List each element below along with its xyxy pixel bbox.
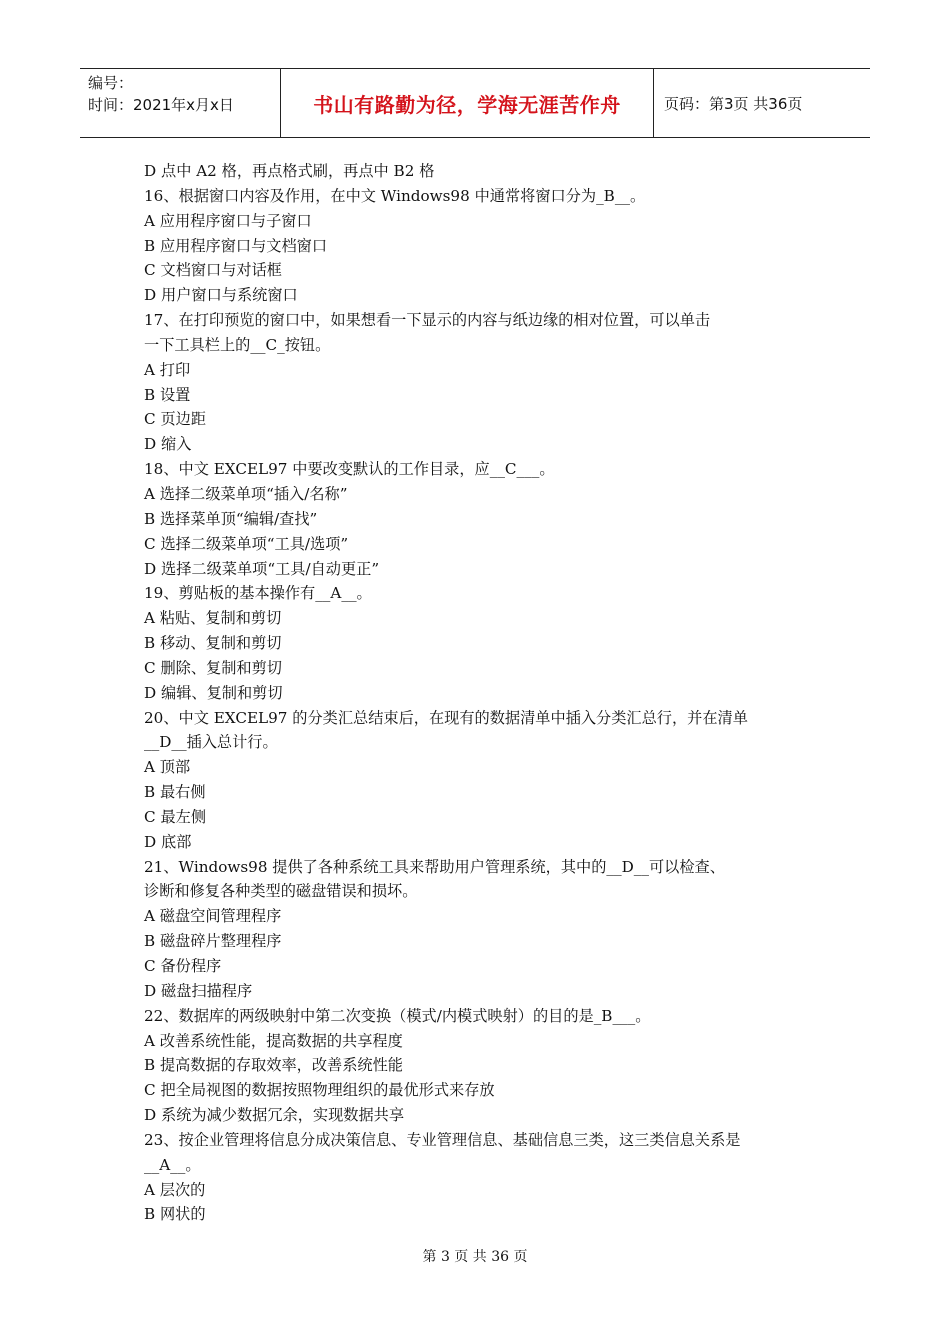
text-line: A 层次的 <box>144 1180 206 1199</box>
text-line: A 顶部 <box>144 758 191 777</box>
text-line: C 最左侧 <box>144 807 207 826</box>
document-time-label: 时间：2021年x月x日 <box>88 96 234 114</box>
text-line: 18、中文 EXCEL97 中要改变默认的工作目录，应__C___。 <box>144 460 555 479</box>
text-line: D 磁盘扫描程序 <box>144 981 253 1000</box>
text-line: A 打印 <box>144 360 191 379</box>
text-line: C 备份程序 <box>144 957 222 975</box>
header-meta <box>80 69 281 137</box>
text-line: B 网状的 <box>144 1205 206 1224</box>
text-line: __A__。 <box>144 1155 201 1174</box>
text-line: D 编辑、复制和剪切 <box>144 683 283 702</box>
document-number-label: 编号： <box>88 74 134 92</box>
header-motto: 书山有路勤为径，学海无涯苦作舟 <box>313 92 621 117</box>
text-line: B 磁盘碎片整理程序 <box>144 932 282 951</box>
text-line: 16、根据窗口内容及作用，在中文 Windows98 中通常将窗口分为_B__。 <box>144 186 646 205</box>
text-line: 23、按企业管理将信息分成决策信息、专业管理信息、基础信息三类，这三类信息关系是 <box>144 1130 741 1149</box>
text-line: D 缩入 <box>144 435 192 454</box>
header-motto-cell <box>281 69 654 137</box>
text-line: D 点中 A2 格，再点格式刷，再点中 B2 格 <box>144 162 435 180</box>
text-line: __D__插入总计行。 <box>144 733 278 752</box>
text-line: C 文档窗口与对话框 <box>144 261 282 280</box>
text-line: C 删除、复制和剪切 <box>144 658 282 677</box>
text-line: A 选择二级菜单项“插入/名称” <box>144 484 348 503</box>
header-page-info: 页码：第3页 共36页 <box>664 94 803 113</box>
text-line: A 应用程序窗口与子窗口 <box>144 211 312 230</box>
text-line: 17、在打印预览的窗口中，如果想看一下显示的内容与纸边缘的相对位置，可以单击 <box>144 311 711 330</box>
text-line: D 选择二级菜单项“工具/自动更正” <box>144 559 380 578</box>
text-line: A 粘贴、复制和剪切 <box>144 609 282 628</box>
text-line: B 应用程序窗口与文档窗口 <box>144 236 328 255</box>
text-line: A 磁盘空间管理程序 <box>144 907 282 926</box>
text-line: B 移动、复制和剪切 <box>144 634 282 653</box>
text-line: D 底部 <box>144 832 192 851</box>
text-line: 19、剪贴板的基本操作有__A__。 <box>144 584 372 603</box>
text-line: D 用户窗口与系统窗口 <box>144 286 298 305</box>
text-line: C 页边距 <box>144 410 207 429</box>
text-line: 22、数据库的两级映射中第二次变换（模式/内模式映射）的目的是_B___。 <box>144 1006 651 1025</box>
text-line: 21、Windows98 提供了各种系统工具来帮助用户管理系统，其中的__D__可以检查、 <box>144 857 725 876</box>
text-line: B 最右侧 <box>144 783 206 802</box>
text-line: A 改善系统性能，提高数据的共享程度 <box>144 1031 403 1050</box>
text-line: 诊断和修复各种类型的磁盘错误和损坏。 <box>144 882 418 901</box>
text-line: C 选择二级菜单项“工具/选项” <box>144 534 349 553</box>
text-line: C 把全局视图的数据按照物理组织的最优形式来存放 <box>144 1081 495 1100</box>
text-line: 一下工具栏上的__C_按钮。 <box>144 335 331 354</box>
page-footer: 第 3 页 共 36 页 <box>422 1249 528 1265</box>
text-line: B 选择菜单顶“编辑/查找” <box>144 509 318 528</box>
text-line: B 设置 <box>144 385 191 404</box>
text-line: D 系统为减少数据冗余，实现数据共享 <box>144 1106 405 1125</box>
text-line: 20、中文 EXCEL97 的分类汇总结束后，在现有的数据清单中插入分类汇总行，并在清单 <box>144 708 748 727</box>
header-page-info-cell <box>654 69 870 137</box>
document-body <box>144 159 824 1227</box>
text-line: B 提高数据的存取效率，改善系统性能 <box>144 1056 403 1075</box>
page-header <box>80 68 870 138</box>
